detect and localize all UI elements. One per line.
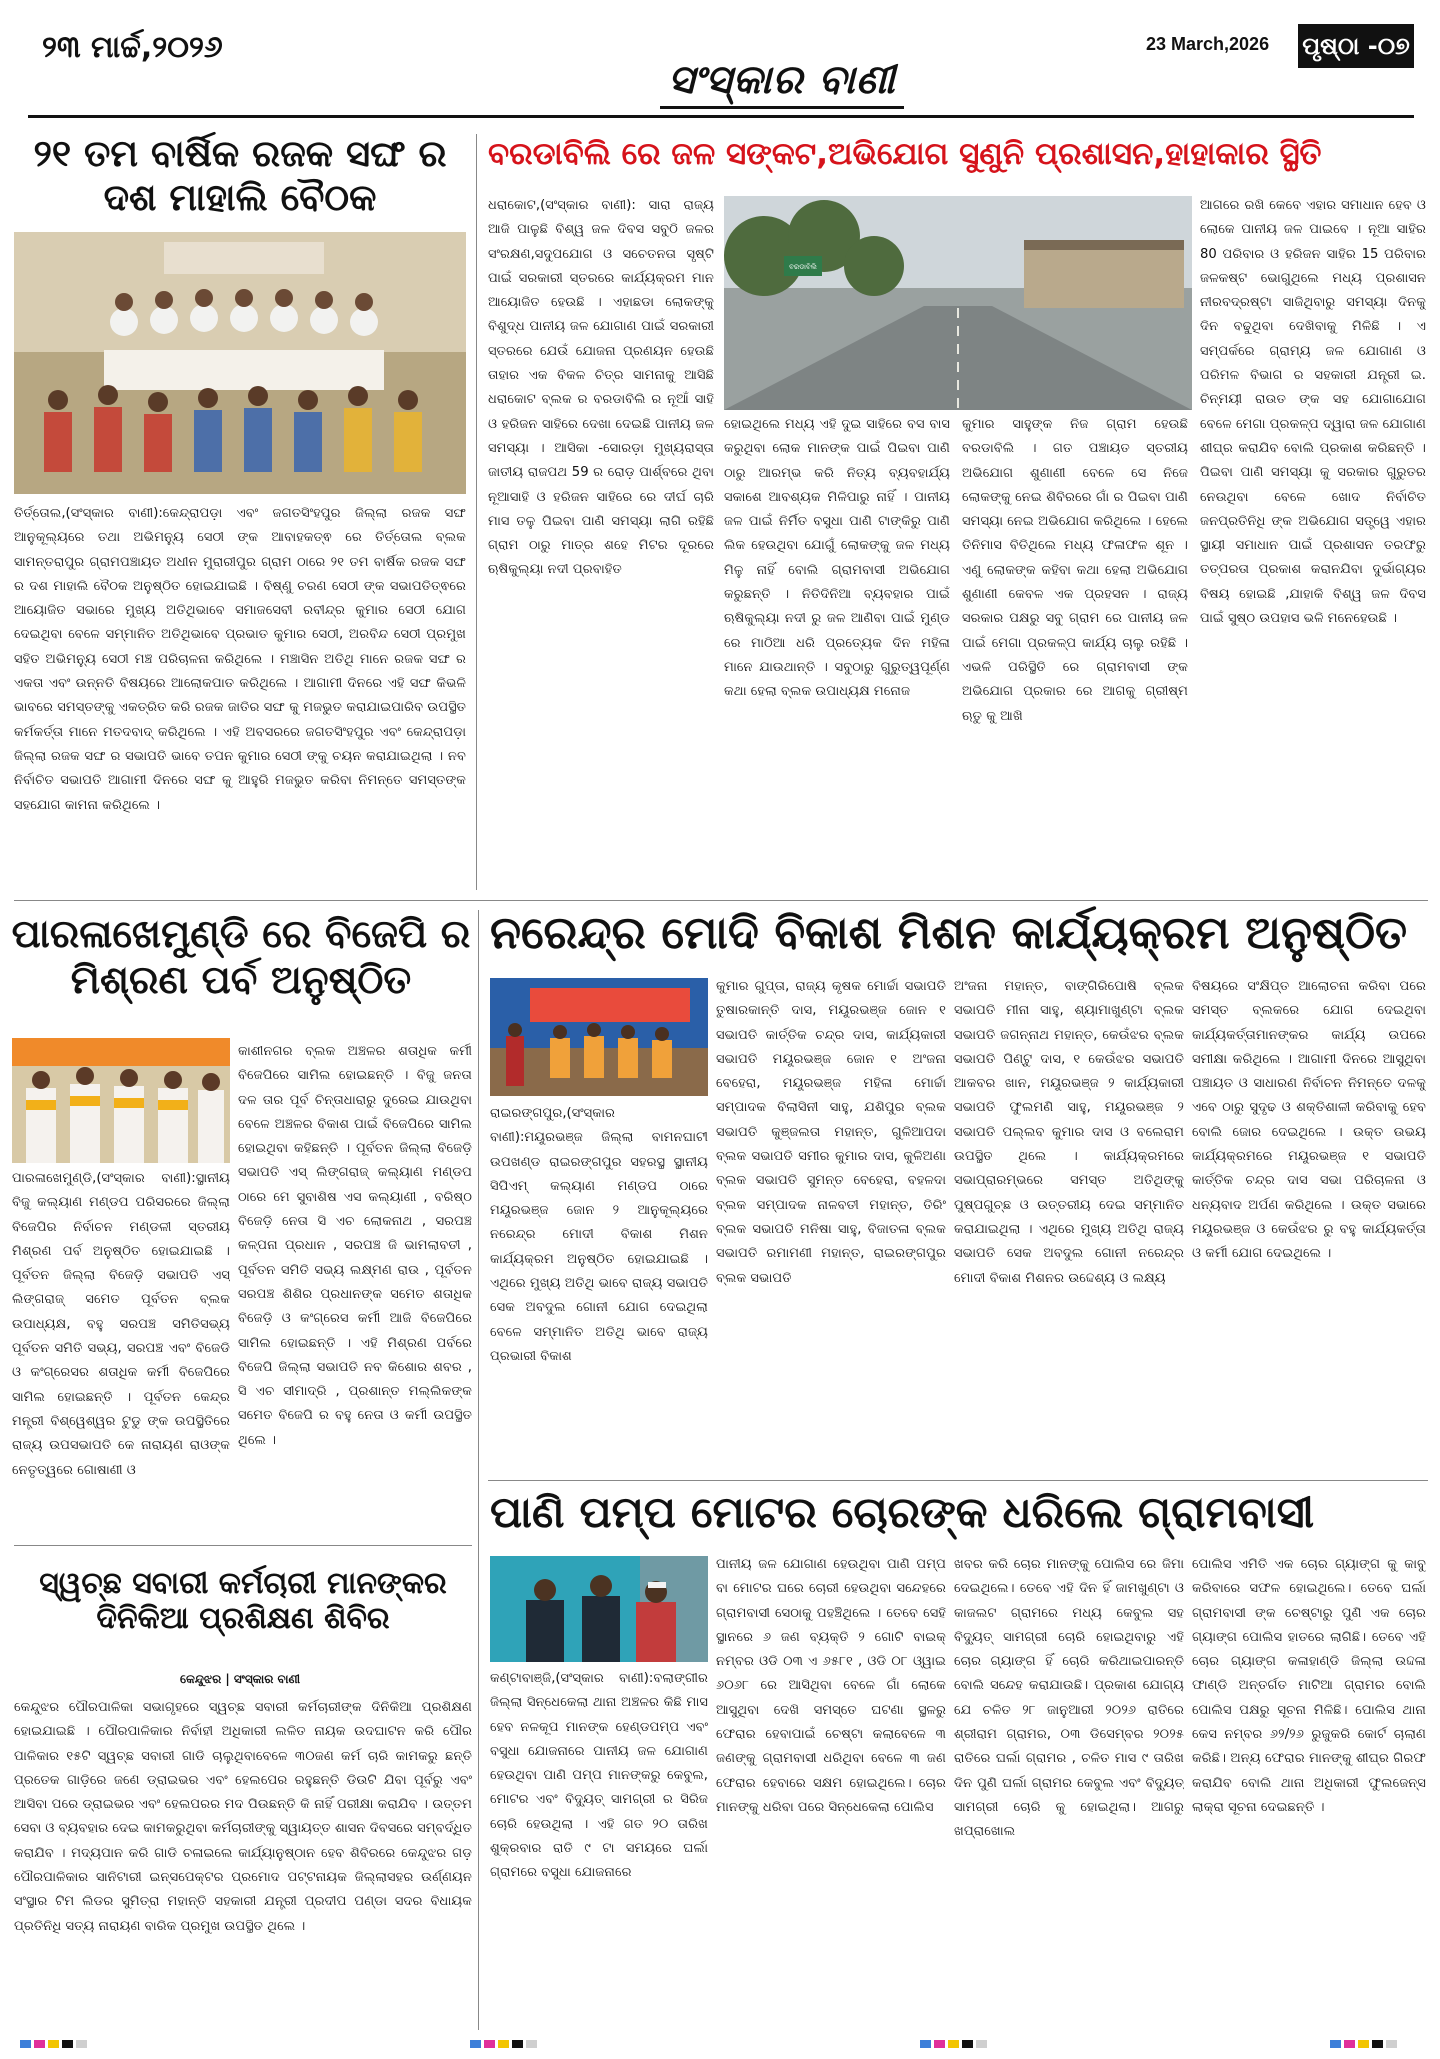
registration-marks: [0, 2040, 1440, 2050]
headline-training-camp: ସ୍ୱଚ୍ଛ ସବାରୀ କର୍ମଚାରୀ ମାନଙ୍କର ଦିନିକିଆ ପ୍ରଶିକ୍ଷଣ ଶିବିର: [39, 1566, 447, 1637]
photo-bjp-event: [12, 1038, 230, 1163]
registration-mark: [920, 2040, 931, 2048]
registration-mark: [484, 2040, 495, 2048]
page-number-badge: ପୃଷ୍ଠା -୦୭: [1298, 24, 1414, 68]
modi-col-1: ରାଇରଙ୍ଗପୁର,(ସଂସ୍କାର ବାଣୀ):ମୟୂରଭଞ୍ଜ ଜିଲ୍ଲା ବାମନଘାଟୀ ଉପଖଣ୍ଡ ରାଇରଙ୍ଗପୁର ସହରସ୍ଥ ସ୍ଥାନୀୟ ସିପିଏମ୍ କଲ୍ୟାଣ ମଣ୍ଡପ ଠାରେ ମୟୂରଭଞ୍ଜ ଜୋନ ୨ ଆନୁକୂଲ୍ୟରେ ନରେନ୍ଦ୍ର ମୋଦୀ ବିକାଶ ମିଶନ କାର୍ଯ୍ୟକ୍ରମ ଅନୁଷ୍ଠିତ ହୋଇଯାଇଛି । ଏଥିରେ ମୁଖ୍ୟ ଅତିଥି ଭାବେ ରାଜ୍ୟ ସଭାପତି ସେକ ଅବଦୁଲ ଗୋନୀ ଯୋଗ ଦେଇଥିଲା ବେଳେ ସମ୍ମାନିତ ଅତିଥି ଭାବେ ରାଜ୍ୟ ପ୍ରଭାରୀ ବିକାଶ: [490, 1106, 708, 1364]
registration-mark: [526, 2040, 537, 2048]
registration-mark: [498, 2040, 509, 2048]
masthead: [28, 22, 1414, 118]
pump-col-2: ପାନୀୟ ଜଳ ଯୋଗାଣ ହେଉଥିବା ପାଣି ପମ୍ପ ବା ମୋଟର ଘରେ ଚୋରୀ ହେଉଥିବା ସନ୍ଦେହରେ ଗ୍ରାମବାସୀ ସେଠାକୁ ପହଞ୍ଚିଥିଲେ । ତେବେ ସେହି ସ୍ଥାନରେ ୬ ଜଣ ବ୍ୟକ୍ତି ୨ ଗୋଟି ବାଇକ୍ ନମ୍ବର ଓଡି ୦୩ ଏ ୬୫୮୧ , ଓଡି ୦୮ ଓ୍ୱାଇ ୬୦୬୮ ରେ ଆସିଥିବା ବେଳେ ଗାଁ ଲୋକେ ଆସୁଥିବା ଦେଖି ସମସ୍ତେ ଘଟଣା ସ୍ଥଳରୁ ଫେରାର ହେବାପାଇଁ ଚେଷ୍ଟା କଲାବେଳେ ୩ ଜଣଙ୍କୁ ଗ୍ରାମବାସୀ ଧରିଥିବା ବେଳେ ୩ ଜଣ ଫେରାର ହେବାରେ ସକ୍ଷମ ହୋଇଥିଲେ। ଚୋର ମାନଙ୍କୁ ଧରିବା ପରେ ସିନ୍ଧେକେଲା ପୋଲିସ: [716, 1557, 946, 1815]
water-col-4: ଆଗରେ ରଖି କେବେ ଏହାର ସମାଧାନ ହେବ ଓ ଲୋକେ ପାନୀୟ ଜଳ ପାଇବେ । ନୂଆ ସାହିର 80 ପରିବାର ଓ ହରିଜନ ସାହିର 15 ପରିବାର ଜଳକଷ୍ଟ ଭୋଗୁଥିଲେ ମଧ୍ୟ ପ୍ରଶାସନ ନୀରବଦ୍ରଷ୍ଟା ସାଜିଥିବାରୁ ସମସ୍ୟା ଦିନକୁ ଦିନ ବଢୁଥିବା ଦେଖିବାକୁ ମିଳିଛି । ଏ ସମ୍ପର୍କରେ ଗ୍ରାମ୍ୟ ଜଳ ଯୋଗାଣ ଓ ପରିମଳ ବିଭାଗ ର ସହକାରୀ ଯନ୍ତ୍ରୀ ଇ. ଚିନ୍ମୟୀ ରାଉତ ଙ୍କ ସହ ଯୋଗାଯୋଗ ବେଳେ ମେଗା ପ୍ରକଳ୍ପ ଦ୍ୱାରା ଜଳ ଯୋଗାଣ ଶୀଘ୍ର କରାଯିବ ବୋଲି ପ୍ରକାଶ କରିଛନ୍ତି । ପିଇବା ପାଣି ସମସ୍ୟା କୁ ସରକାର ଗୁରୁତର ନେଉଥିବା ବେଳେ ଖୋଦ ନିର୍ବାଚିତ ଜନପ୍ରତିନିଧି ଙ୍କ ଅଭିଯୋଗ ସତ୍ତ୍ୱେ ଏହାର ସ୍ଥାୟୀ ସମାଧାନ ପାଇଁ ପ୍ରଶାସନ ତରଫରୁ ତତ୍ପରତା ପ୍ରକାଶ କରାନଯିବା ଦୁର୍ଭାଗ୍ୟର ବିଷୟ ହୋଇଛି ,ଯାହାକି ବିଶ୍ୱ ଜଳ ଦିବସ ପାଇଁ ସୁଷ୍ଠ ଉପହାସ ଭଳି ମନେହେଉଛି ।: [1200, 198, 1426, 627]
photo-modi-meeting: [490, 978, 708, 1096]
section-rule: [488, 1480, 1428, 1481]
registration-mark: [76, 2040, 87, 2048]
headline-bjp-merger: ପାରଳାଖେମୁଣ୍ଡି ରେ ବିଜେପି ର ମିଶ୍ରଣ ପର୍ବ ଅନୁଷ୍ଠିତ: [11, 912, 471, 1004]
story-rajaka-body: ତିର୍ତ୍ତୋଲ,(ସଂସ୍କାର ବାଣୀ):କେନ୍ଦ୍ରାପଡ଼ା ଏବଂ ଜଗତସିଂହପୁର ଜିଲ୍ଲା ରଜକ ସଙ୍ଘ ଆନୁକୂଲ୍ୟରେ ତଥା ଅଭିମନ୍ୟୁ ସେଠୀ ଙ୍କ ଆବାହକତ୍ଵ ରେ ତିର୍ତ୍ତୋଲ ବ୍ଲକ ସାମନ୍ତରାପୁର ଗ୍ରାମପଞ୍ଚାୟତ ଅଧୀନ ମୁରାରୀପୁର ଗ୍ରାମ ଠାରେ ୨୧ ତମ ବାର୍ଷିକ ରଜକ ସଙ୍ଘ ର ଦଶ ମାହାଲି ବୈଠକ ଅନୁଷ୍ଠିତ ହୋଇଯାଇଛି । ବିଷ୍ଣୁ ଚରଣ ସେଠୀ ଙ୍କ ସଭାପତିତ୍ଵରେ ଆୟୋଜିତ ସଭାରେ ମୁଖ୍ୟ ଅତିଥିଭାବେ ସମାଜସେବୀ ରବୀନ୍ଦ୍ର କୁମାର ସେଠୀ ଯୋଗ ଦେଇଥିବା ବେଳେ ସମ୍ମାନିତ ଅତିଥିଭାବେ ପ୍ରଭାତ କୁମାର ସେଠୀ, ଅରବିନ୍ଦ ସେଠୀ ପ୍ରମୁଖ ସହିତ ଅଭିମନ୍ୟୁ ସେଠୀ ମଞ୍ଚ ପରିଚାଳନା କରିଥିଲେ । ମଞ୍ଚାସିନ ଅତିଥି ମାନେ ରଜକ ସଙ୍ଘ ର ଏକତା ଏବଂ ଉନ୍ନତି ବିଷୟରେ ଆଲୋକପାତ କରିଥିଲେ । ଆଗାମୀ ଦିନରେ ଏହି ସଙ୍ଘ କିଭଳି ଭାବରେ ସମସ୍ତଙ୍କୁ ଏକତ୍ରିତ କରି ରଜକ ଜାତିର ସଙ୍ଘ କୁ ମଜଭୁତ କରାଯାଇପାରିବ ଉପସ୍ଥିତ କର୍ମକର୍ତ୍ତା ମାନେ ମତଦବାଦ୍ କରିଥିଲେ । ଏହି ଅବସରରେ ଜଗତସିଂହପୁର ଏବଂ କେନ୍ଦ୍ରାପଡ଼ା ଜିଲ୍ଲା ରଜକ ସଙ୍ଘ ର ସଭାପତି ଭାବେ ତପନ କୁମାର ସେଠୀ ଙ୍କୁ ଚୟନ କରାଯାଇଥିଲା । ନବ ନିର୍ବାଚିତ ସଭାପତି ଆଗାମୀ ଦିନରେ ସଙ୍ଘ କୁ ଆହୁରି ମଜଭୁତ କରିବା ନିମନ୍ତେ ସମସ୍ତଙ୍କ ସହଯୋଗ କାମନା କରିଥିଲେ ।: [14, 506, 466, 813]
registration-mark: [1358, 2040, 1369, 2048]
road-photo-illustration: [724, 196, 1192, 410]
pump-col-4: ପୋଲିସ ଏମିତି ଏକ ଚୋର ଗ୍ୟାଙ୍ଗ କୁ କାବୁ କରିବାରେ ସଫଳ ହୋଇଥିଲେ। ତେବେ ଘର୍ଲା ଗ୍ରାମବାସୀ ଙ୍କ ଚେଷ୍ଟାରୁ ପୁଣି ଏକ ଚୋର ଗ୍ୟାଙ୍ଗ ପୋଲିସ ହାତରେ ଲାଗିଛି। ତେବେ ଏହି ଚୋର ଗ୍ୟାଙ୍ଗ କଳାହାଣ୍ଡି ଜିଲ୍ଲା ଉଦ୍ଦଳା ଫାଣ୍ଡି ଅନ୍ତର୍ଗତ ମାଟିଆ ଗ୍ରାମର ବୋଲି ପୋଲିସ ପକ୍ଷରୁ ସୂଚନା ମିଳିଛି। ପୋଲିସ ଥାନା କେସ ନମ୍ବର ୬୨/୨୬ ରୁଜୁକରି କୋର୍ଟ ଚାଲାଣ କରିଛି। ଅନ୍ୟ ଫେରାର ମାନଙ୍କୁ ଶୀଘ୍ର ଗିରଫ କରାଯିବ ବୋଲି ଥାନା ଅଧିକାରୀ ଫୁଲଜେନ୍ସ ଲାକ୍ରା ସୂଚନା ଦେଇଛନ୍ତି ।: [1192, 1557, 1426, 1815]
modi-photo-illustration: [490, 978, 708, 1096]
photo-village-road: [724, 196, 1192, 410]
date-english: 23 March,2026: [1146, 34, 1270, 54]
registration-mark: [34, 2040, 45, 2048]
registration-mark: [976, 2040, 987, 2048]
registration-mark: [1372, 2040, 1383, 2048]
pump-col-3: ଖବର କରି ଚୋର ମାନଙ୍କୁ ପୋଲିସ ରେ ଜିମା ଦେଇଥିଲେ। ତେବେ ଏହି ଦିନ ହିଁ ଜାମଖୁଣ୍ଟା ଓ କାଜଲଟ ଗ୍ରାମରେ ମଧ୍ୟ କେବୁଲ ସହ ବିଦ୍ୟୁତ୍ ସାମଗ୍ରୀ ଚୋରି ହୋଇଥିବାରୁ ଏହି ଚୋର ଗ୍ୟାଙ୍ଗ ହିଁ ଚୋରି କରିଥାଇପାରନ୍ତି ବୋଲି ସନ୍ଦେହ କରାଯାଉଛି। ପ୍ରକାଶ ଯୋଗ୍ୟ ଯେ ଚଳିତ ୨୮ ଜାନୁଆରୀ ୨୦୨୬ ରାତିରେ ଶ୍ରୀରାମ ଗ୍ରାମର, ୦୩ ଡିସେମ୍ବର ୨୦୨୫ ରାତିରେ ଘର୍ଲା ଗ୍ରାମର , ଚଳିତ ମାସ ୯ ତାରିଖ ଦିନ ପୁଣି ଘର୍ଲା ଗ୍ରାମର କେବୁଲ ଏବଂ ବିଦ୍ୟୁତ୍ ସାମଗ୍ରୀ ଚୋରି କୁ ହୋଇଥିଲା। ଆଗରୁ ଖପ୍ରାଖୋଲ: [954, 1557, 1184, 1840]
story-training-body: କେନ୍ଦୁଝର ପୌରପାଳିକା ସଭାଗୃହରେ ସ୍ୱଚ୍ଛ ସବାରୀ କର୍ମଚାରୀଙ୍କ ଦିନିକିଆ ପ୍ରଶିକ୍ଷଣ ହୋଇଯାଇଛି । ପୌରପାଳିକାର ନିର୍ବାହୀ ଅଧିକାରୀ ଲଳିତ ନାୟକ ଉଦଘାଟନ କରି ପୌର ପାଳିକାର ୧୫ଟି ସ୍ୱଚ୍ଛ ସବାରୀ ଗାଡି ଚାଲୁଥିବାବେଳେ ୩୦ଜଣ କର୍ମ ଚାରି କାମକରୁ ଛନ୍ତି ପ୍ରତେକ ଗାଡ଼ିରେ ଜଣେ ଡ୍ରାଇଭର ଏବଂ ହେଲପେର ରହୁଛନ୍ତି ଡିଉଟି ଯିବା ପୂର୍ବରୁ ଏବଂ ଆସିବା ପରେ ଡ୍ରାଇଭର ଏବଂ ହେଲପରର ମଦ ପିଉଛନ୍ତି କି ନାହିଁ ପରୀକ୍ଷା କରାଯିବ । ଉତ୍ତମ ସେବା ଓ ବ୍ୟବହାର ଦେଇ କାମକରୁଥିବା କର୍ମଚାରୀଙ୍କୁ ସ୍ୱାୟତ୍ତ ଶାସନ ଦିବସରେ ସମ୍ବର୍ଦ୍ଧିତ କରାଯିବ । ମଦ୍ୟପାନ କରି ଗାଡି ଚଳାଇଲେ କାର୍ଯ୍ୟାନୁଷ୍ଠାନ ହେବ ଶିବିରରେ କେନ୍ଦୁଝର ଗଡ଼ ପୌରପାଳିକାର ସାନିଟାରୀ ଇନ୍ସପେକ୍ଟର ପ୍ରମୋଦ ପଟ୍ଟନାୟକ ଜିଲ୍ଲାସହର ଉର୍ଣ୍ଣୟନ ସଂସ୍ଥାର ଟିମ ଲିଡର ସୁମିତ୍ରା ମହାନ୍ତି ସହକାରୀ ଯନ୍ତ୍ରୀ ପ୍ରଦୀପ ପଣ୍ଡା ସଦର ବିଧାୟକ ପ୍ରତିନିଧି ସତ୍ୟ ନାରାୟଣ ବାରିକ ପ୍ରମୁଖ ଉପସ୍ଥିତ ଥିଲେ ।: [14, 1700, 472, 1934]
headline-modi-mission: ନରେନ୍ଦ୍ର ମୋଦି ବିକାଶ ମିଶନ କାର୍ଯ୍ୟକ୍ରମ ଅନୁଷ୍ଠିତ: [490, 906, 1408, 959]
registration-mark: [948, 2040, 959, 2048]
registration-mark: [512, 2040, 523, 2048]
water-col-3: କୁମାର ସାହୁଙ୍କ ନିଜ ଗ୍ରାମ ହେଉଛି ବରଡାବିଲି । ଗତ ପଞ୍ଚାୟତ ସ୍ତରୀୟ ଅଭିଯୋଗ ଶୁଣାଣୀ ବେଳେ ସେ ନିଜେ ଲୋକଙ୍କୁ ନେଇ ଶିବିରରେ ଗାଁ ର ପିଇବା ପାଣି ସମସ୍ୟା ନେଇ ଅଭିଯୋଗ କରିଥିଲେ । ହେଲେ ତିନିମାସ ବିତିଥିଲେ ମଧ୍ୟ ଫଳାଫଳ ଶୂନ । ଏଣୁ ଲୋକଙ୍କ କହିବା କଥା ହେଲା ଅଭିଯୋଗ ଶୁଣାଣୀ କେବଳ ଏକ ପ୍ରହସନ । ରାଜ୍ୟ ସରକାର ପକ୍ଷରୁ ସବୁ ଗ୍ରାମ ରେ ପାନୀୟ ଜଳ ପାଇଁ ମେଗା ପ୍ରକଳ୍ପ କାର୍ଯ୍ୟ ଚାଲୁ ରହିଛି । ଏଭଳି ପରିସ୍ଥିତି ରେ ଗ୍ରାମବାସୀ ଙ୍କ ଅଭିଯୋଗ ପ୍ରକାର ରେ ଆଗକୁ ଗ୍ରୀଷ୍ମ ଋତୁ କୁ ଆଖି: [962, 417, 1188, 724]
newspaper-logo: ସଂସ୍କାର ବାଣୀ: [668, 56, 896, 103]
registration-mark: [962, 2040, 973, 2048]
bjp-photo-illustration: [12, 1038, 230, 1163]
signboard-text: ବରଡାବିଲି: [789, 263, 817, 271]
meeting-photo-illustration: [14, 232, 466, 494]
bjp-col-left: ପାରଳାଖେମୁଣ୍ଡି,(ସଂସ୍କାର ବାଣୀ):ସ୍ଥାନୀୟ ବିଜୁ କଲ୍ୟାଣ ମଣ୍ଡପ ପରିସରରେ ଜିଲ୍ଲା ବିଜେପିର ନିର୍ବାଚନ ମଣ୍ଡଳୀ ସ୍ତରୀୟ ମିଶ୍ରଣ ପର୍ବ ଅନୁଷ୍ଠିତ ହୋଇଯାଇଛି । ପୂର୍ବତନ ଜିଲ୍ଲା ବିଜେଡ଼ି ସଭାପତି ଏସ୍ ଲିଙ୍ଗରାଜ୍ ସମେତ ପୂର୍ବତନ ବ୍ଲକ ଉପାଧ୍ୟକ୍ଷ, ବହୁ ସରପଞ୍ଚ ସମିତିସଭ୍ୟ ପୂର୍ବତନ ସମିତି ସଭ୍ୟ, ସରପଞ୍ଚ ଏବଂ ବିଜେଡି ଓ କଂଗ୍ରେସର ଶତାଧିକ କର୍ମୀ ବିଜେପିରେ ସାମିଲ ହୋଇଛନ୍ତି । ପୂର୍ବତନ କେନ୍ଦ୍ର ମନ୍ତ୍ରୀ ବିଶ୍ୱେଶ୍ୱର ଟୁଡୁ ଙ୍କ ଉପସ୍ଥିତିରେ ରାଜ୍ୟ ଉପସଭାପତି କେ ନାରାୟଣ ରାଓଙ୍କ ନେତୃତ୍ୱରେ ଗୋଷାଣୀ ଓ: [12, 1171, 230, 1478]
modi-col-3: ଅଂଜନା ମହାନ୍ତ, ବାଙ୍ଗିରିପୋଷି ବ୍ଲକ ସଭାପତି ମୀନା ସାହୁ, ଶ୍ୟାମାଖୁଣ୍ଟା ବ୍ଲକ ସଭାପତି ଜଗନ୍ନାଥ ମହାନ୍ତ, କେଉଁଝର ବ୍ଲକ ସଭାପତି ପିଣ୍ଟୁ ଦାସ, ୧ କେଉଁଝର ସଭାପତି ଆକବର ଖାନ, ମୟୂରଭଞ୍ଜ ୨ କାର୍ଯ୍ୟକାରୀ ସଭାପତି ଫୁଲମଣି ସାହୁ, ମୟୂରଭଞ୍ଜ ୨ ସଭାପତି ପଲ୍ଲବ କୁମାର ଦାସ ଓ ବଲେରାମ ଉପସ୍ଥିତ ଥିଲେ । କାର୍ଯ୍ୟକ୍ରମରେ ସଭାପ୍ରାରମ୍ଭରେ ସମସ୍ତ ଅତିଥିଙ୍କୁ ପୁଷ୍ପଗୁଚ୍ଛ ଓ ଉତ୍ତରୀୟ ଦେଇ ସମ୍ମାନିତ କରାଯାଇଥିଲା । ଏଥିରେ ମୁଖ୍ୟ ଅତିଥି ରାଜ୍ୟ ସଭାପତି ସେକ ଅବଦୁଲ ଗୋନୀ ନରେନ୍ଦ୍ର ମୋଦୀ ବିକାଶ ମିଶନର ଉଦ୍ଦେଶ୍ୟ ଓ ଲକ୍ଷ୍ୟ: [954, 979, 1184, 1286]
registration-mark: [62, 2040, 73, 2048]
headline-pump-theft: ପାଣି ପମ୍ପ ମୋଟର ଚୋରଙ୍କ ଧରିଲେ ଗ୍ରାମବାସୀ: [490, 1488, 1315, 1538]
date-odia: ୨୩ ମାର୍ଚ୍ଚ,୨୦୨୬: [42, 30, 223, 65]
registration-mark: [1330, 2040, 1341, 2048]
registration-mark: [20, 2040, 31, 2048]
bjp-col-right: କାଶୀନଗର ବ୍ଲକ ଅଞ୍ଚଳର ଶତାଧିକ କର୍ମୀ ବିଜେପିରେ ସାମିଲ ହୋଇଛନ୍ତି । ବିଜୁ ଜନତା ଦଳ ତାର ପୂର୍ବ ଚିନ୍ତାଧାରାରୁ ଦୁରେଇ ଯାଉଥିବା ବେଳେ ଅଞ୍ଚଳର ବିକାଶ ପାଇଁ ବିଜେପିରେ ସାମିଲ ହୋଇଥିବା କହିଛନ୍ତି । ପୂର୍ବତନ ଜିଲ୍ଲା ବିଜେଡ଼ି ସଭାପତି ଏସ୍ ଲିଙ୍ଗରାଜ୍ କଲ୍ୟାଣ ମଣ୍ଡପ ଠାରେ ମେ ସୁବାଶିଷ ଏସ କଲ୍ୟାଣୀ , ବରିଷ୍ଠ ବିଜେଡ଼ି ନେତା ସି ଏଚ ଲୋକନାଥ , ସରପଞ୍ଚ କଳ୍ପନା ପ୍ରଧାନ , ସରପଞ୍ଚ ଜି ଭାମଲାବତୀ , ପୂର୍ବତନ ସମିତି ସଭ୍ୟ ଲକ୍ଷ୍ମଣ ରାଉ , ପୂର୍ବତନ ସରପଞ୍ଚ ଶିଶିର ପ୍ରଧାନଙ୍କ ସମେତ ଶତାଧିକ ବିଜେଡ଼ି ଓ କଂଗ୍ରେସ କର୍ମୀ ଆଜି ବିଜେପିରେ ସାମିଲ ହୋଇଛନ୍ତି । ଏହି ମିଶ୍ରଣ ପର୍ବରେ ବିଜେପି ଜିଲ୍ଲା ସଭାପତି ନବ କିଶୋର ଶବର , ସି ଏଚ ସୀମାଦ୍ରି , ପ୍ରଶାନ୍ତ ମଲ୍ଲିକଙ୍କ ସମେତ ବିଜେପି ର ବହୁ ନେତା ଓ କର୍ମୀ ଉପସ୍ଥିତ ଥିଲେ ।: [238, 1044, 472, 1448]
column-rule: [476, 134, 477, 890]
section-rule: [14, 900, 1428, 901]
byline-training: କେନ୍ଦୁଝର | ସଂସ୍କାର ବାଣୀ: [180, 1672, 301, 1686]
registration-mark: [1386, 2040, 1397, 2048]
section-rule: [14, 1545, 472, 1546]
modi-col-2: କୁମାର ଗୁପ୍ତା, ରାଜ୍ୟ କୃଷକ ମୋର୍ଚ୍ଚା ସଭାପତି ତୁଷାରକାନ୍ତି ଦାସ, ମୟୂରଭଞ୍ଜ ଜୋନ ୧ ସଭାପତି କାର୍ତ୍ତିକ ଚନ୍ଦ୍ର ଦାସ, କାର୍ଯ୍ୟକାରୀ ସଭାପତି ମୟୂରଭଞ୍ଜ ଜୋନ ୧ ଅଂଜନା ବେହେରା, ମୟୂରଭଞ୍ଜ ମହିଳା ମୋର୍ଚ୍ଚା ସମ୍ପାଦକ ବିଲାସିନୀ ସାହୁ, ଯଶିପୁର ବ୍ଲକ ସଭାପତି କୁଞ୍ଜଲତା ମହାନ୍ତ, ଗୁଳିଆପଦା ବ୍ଲକ ସଭାପତି ସମୀର କୁମାର ଦାସ, କୁଳିଅଣା ବ୍ଲକ ସଭାପତି ସୁମନ୍ତ ବେହେରା, ବହଳଦା ବ୍ଲକ ସମ୍ପାଦକ ନାଳବତୀ ମହାନ୍ତ, ତିରିଂ ବ୍ଲକ ସଭାପତି ମନିଷା ସାହୁ, ବିଜାତଳା ବ୍ଲକ ସଭାପତି ରମାମଣୀ ମହାନ୍ତ, ରାଇରଙ୍ଗପୁର ବ୍ଲକ ସଭାପତି: [716, 979, 946, 1286]
pump-col-1: କଣ୍ଟାବାଞ୍ଜି,(ସଂସ୍କାର ବାଣୀ):ବଲାଙ୍ଗୀର ଜିଲ୍ଲା ସିନ୍ଧେକେଲା ଥାନା ଅଞ୍ଚଳର କିଛି ମାସ ହେବ ନଳକୂପ ମାନଙ୍କ ହେଣ୍ଡପମ୍ପ ଏବଂ ବସୁଧା ଯୋଜନାରେ ପାନୀୟ ଜଳ ଯୋଗାଣ ହେଉଥିବା ପାଣି ପମ୍ପ ମାନଙ୍କରୁ କେବୁଲ, ମୋଟର ଏବଂ ବିଦ୍ୟୁତ୍ ସାମଗ୍ରୀ ର ସିରିଜ ଚୋରି ହେଉଥିଲା । ଏହି ଗତ ୨୦ ତାରିଖ ଶୁକ୍ରବାର ରାତି ୯ ଟା ସମୟରେ ଘର୍ଲା ଗ୍ରାମରେ ବସୁଧା ଯୋଜନାରେ: [490, 1671, 708, 1881]
registration-mark: [470, 2040, 481, 2048]
modi-col-4: ବିଷୟରେ ସଂକ୍ଷିପ୍ତ ଆଲୋଚନା କରିବା ପରେ ସମସ୍ତ ବ୍ଲକରେ ଯୋଗ ଦେଇଥିବା କାର୍ଯ୍ୟକର୍ତ୍ତାମାନଙ୍କର କାର୍ଯ୍ୟ ଉପରେ ସମୀକ୍ଷା କରିଥିଲେ । ଆଗାମୀ ଦିନରେ ଆସୁଥିବା ପଞ୍ଚାୟତ ଓ ସାଧାରଣ ନିର୍ବାଚନ ନିମନ୍ତେ ଦଳକୁ ଏବେ ଠାରୁ ସୁଦୃଢ ଓ ଶକ୍ତିଶାଳୀ କରିବାକୁ ହେବ ବୋଲି ଜୋର ଦେଇଥିଲେ । ଉକ୍ତ ଉଭୟ କାର୍ଯ୍ୟକ୍ରମରେ ମୟୂରଭଞ୍ଜ ୧ ସଭାପତି କାର୍ତ୍ତିକ ଚନ୍ଦ୍ର ଦାସ ସଭା ପରିଚାଳନା ଓ ଧନ୍ୟବାଦ ଅର୍ପଣ କରିଥିଲେ । ଉକ୍ତ ସଭାରେ ମୟୂରଭଞ୍ଜ ଓ କେଉଁଝର ରୁ ବହୁ କାର୍ଯ୍ୟକର୍ତ୍ତା ଓ କର୍ମୀ ଯୋଗ ଦେଇଥିଲେ ।: [1192, 979, 1426, 1262]
water-col-2: ହୋଇଥିଲେ ମଧ୍ୟ ଏହି ଦୁଇ ସାହିରେ ବସ ବାସ କରୁଥିବା ଲୋକ ମାନଙ୍କ ପାଇଁ ପିଇବା ପାଣି ଠାରୁ ଆରମ୍ଭ କରି ନିତ୍ୟ ବ୍ୟବହାର୍ଯ୍ୟ ସକାଶେ ଆବଶ୍ୟକ ମିଳିପାରୁ ନାହିଁ । ପାନୀୟ ଜଳ ପାଇଁ ନିର୍ମିତ ବସୁଧା ପାଣି ଟାଙ୍କିରୁ ପାଣି ଲିକ ହେଉଥିବା ଯୋଗୁଁ ଲୋକଙ୍କୁ ଜଳ ମଧ୍ୟ ମିଳୁ ନାହିଁ ବୋଲି ଗ୍ରାମବାସୀ ଅଭିଯୋଗ କରୁଛନ୍ତି । ନିତିଦିନିଆ ବ୍ୟବହାର ପାଇଁ ଋଷିକୁଲ୍ୟା ନଦୀ ରୁ ଜଳ ଆଣିବା ପାଇଁ ମୁଣ୍ଡ ରେ ମାଠିଆ ଧରି ପ୍ରତ୍ୟେକ ଦିନ ମହିଳା ମାନେ ଯାଉଥାନ୍ତି । ସବୁଠାରୁ ଗୁରୁତ୍ୱପୂର୍ଣ୍ଣ କଥା ହେଲା ବ୍ଲକ ଉପାଧ୍ୟକ୍ଷ ମନୋଜ: [724, 417, 950, 700]
photo-arrested-suspects: [490, 1556, 708, 1662]
column-rule: [478, 910, 479, 2030]
registration-mark: [934, 2040, 945, 2048]
headline-rajaka: ୨୧ ତମ ବାର୍ଷିକ ରଜକ ସଙ୍ଘ ର ଦଶ ମାହାଲି ବୈଠକ: [33, 132, 447, 219]
headline-water-crisis: ବରଡାବିଲି ରେ ଜଳ ସଙ୍କଟ,ଅଭିଯୋଗ ସୁଣୁନି ପ୍ରଶାସନ,ହାହାକାର ସ୍ଥିତି: [488, 136, 1322, 172]
registration-mark: [1344, 2040, 1355, 2048]
registration-mark: [48, 2040, 59, 2048]
water-col-1: ଧରାକୋଟ,(ସଂସ୍କାର ବାଣୀ): ସାରା ରାଜ୍ୟ ଆଜି ପାଳୁଛି ବିଶ୍ୱ ଜଳ ଦିବସ ସବୁଠି ଜଳର ସଂରକ୍ଷଣ,ସଦୁପଯୋଗ ଓ ସଚେତନତା ସୃଷ୍ଟି ପାଇଁ ସରକାରୀ ସ୍ତରରେ କାର୍ଯ୍ୟକ୍ରମ ମାନ ଆୟୋଜିତ ହେଉଛି । ଏହାଛଡା ଲୋକଙ୍କୁ ବିଶୁଦ୍ଧ ପାନୀୟ ଜଳ ଯୋଗାଣ ପାଇଁ ସରକାରୀ ସ୍ତରରେ ଯେଉଁ ଯୋଜନା ପ୍ରଣୟନ ହେଉଛି ତାହାର ଏକ ବିକଳ ଚିତ୍ର ସାମନାକୁ ଆସିଛି ଧରାକୋଟ ବ୍ଲକ ର ବରଡାବିଲି ର ନୂଆଁ ସାହି ଓ ହରିଜନ ସାହିରେ ଦେଖା ଦେଇଛି ପାନୀୟ ଜଳ ସମସ୍ୟା । ଆସିକା -ସୋରଡ଼ା ମୁଖ୍ୟରାସ୍ତା ଜାତୀୟ ରାଜପଥ 59 ର ରୋଡ଼ ପାର୍ଶ୍ବରେ ଥିବା ନୂଆସାହି ଓ ହରିଜନ ସାହିରେ ରେ ଦୀର୍ଘ ଚାରି ମାସ ତଳୁ ପିଇବା ପାଣି ସମସ୍ୟା ଲାଗି ରହିଛି ଗ୍ରାମ ଠାରୁ ମାତ୍ର ଶହେ ମିଟର ଦୂରରେ ଋଷିକୁଲ୍ୟା ନଦୀ ପ୍ରବାହିତ: [488, 198, 714, 578]
suspects-photo-illustration: [490, 1556, 708, 1662]
photo-rajaka-meeting: [14, 232, 466, 494]
